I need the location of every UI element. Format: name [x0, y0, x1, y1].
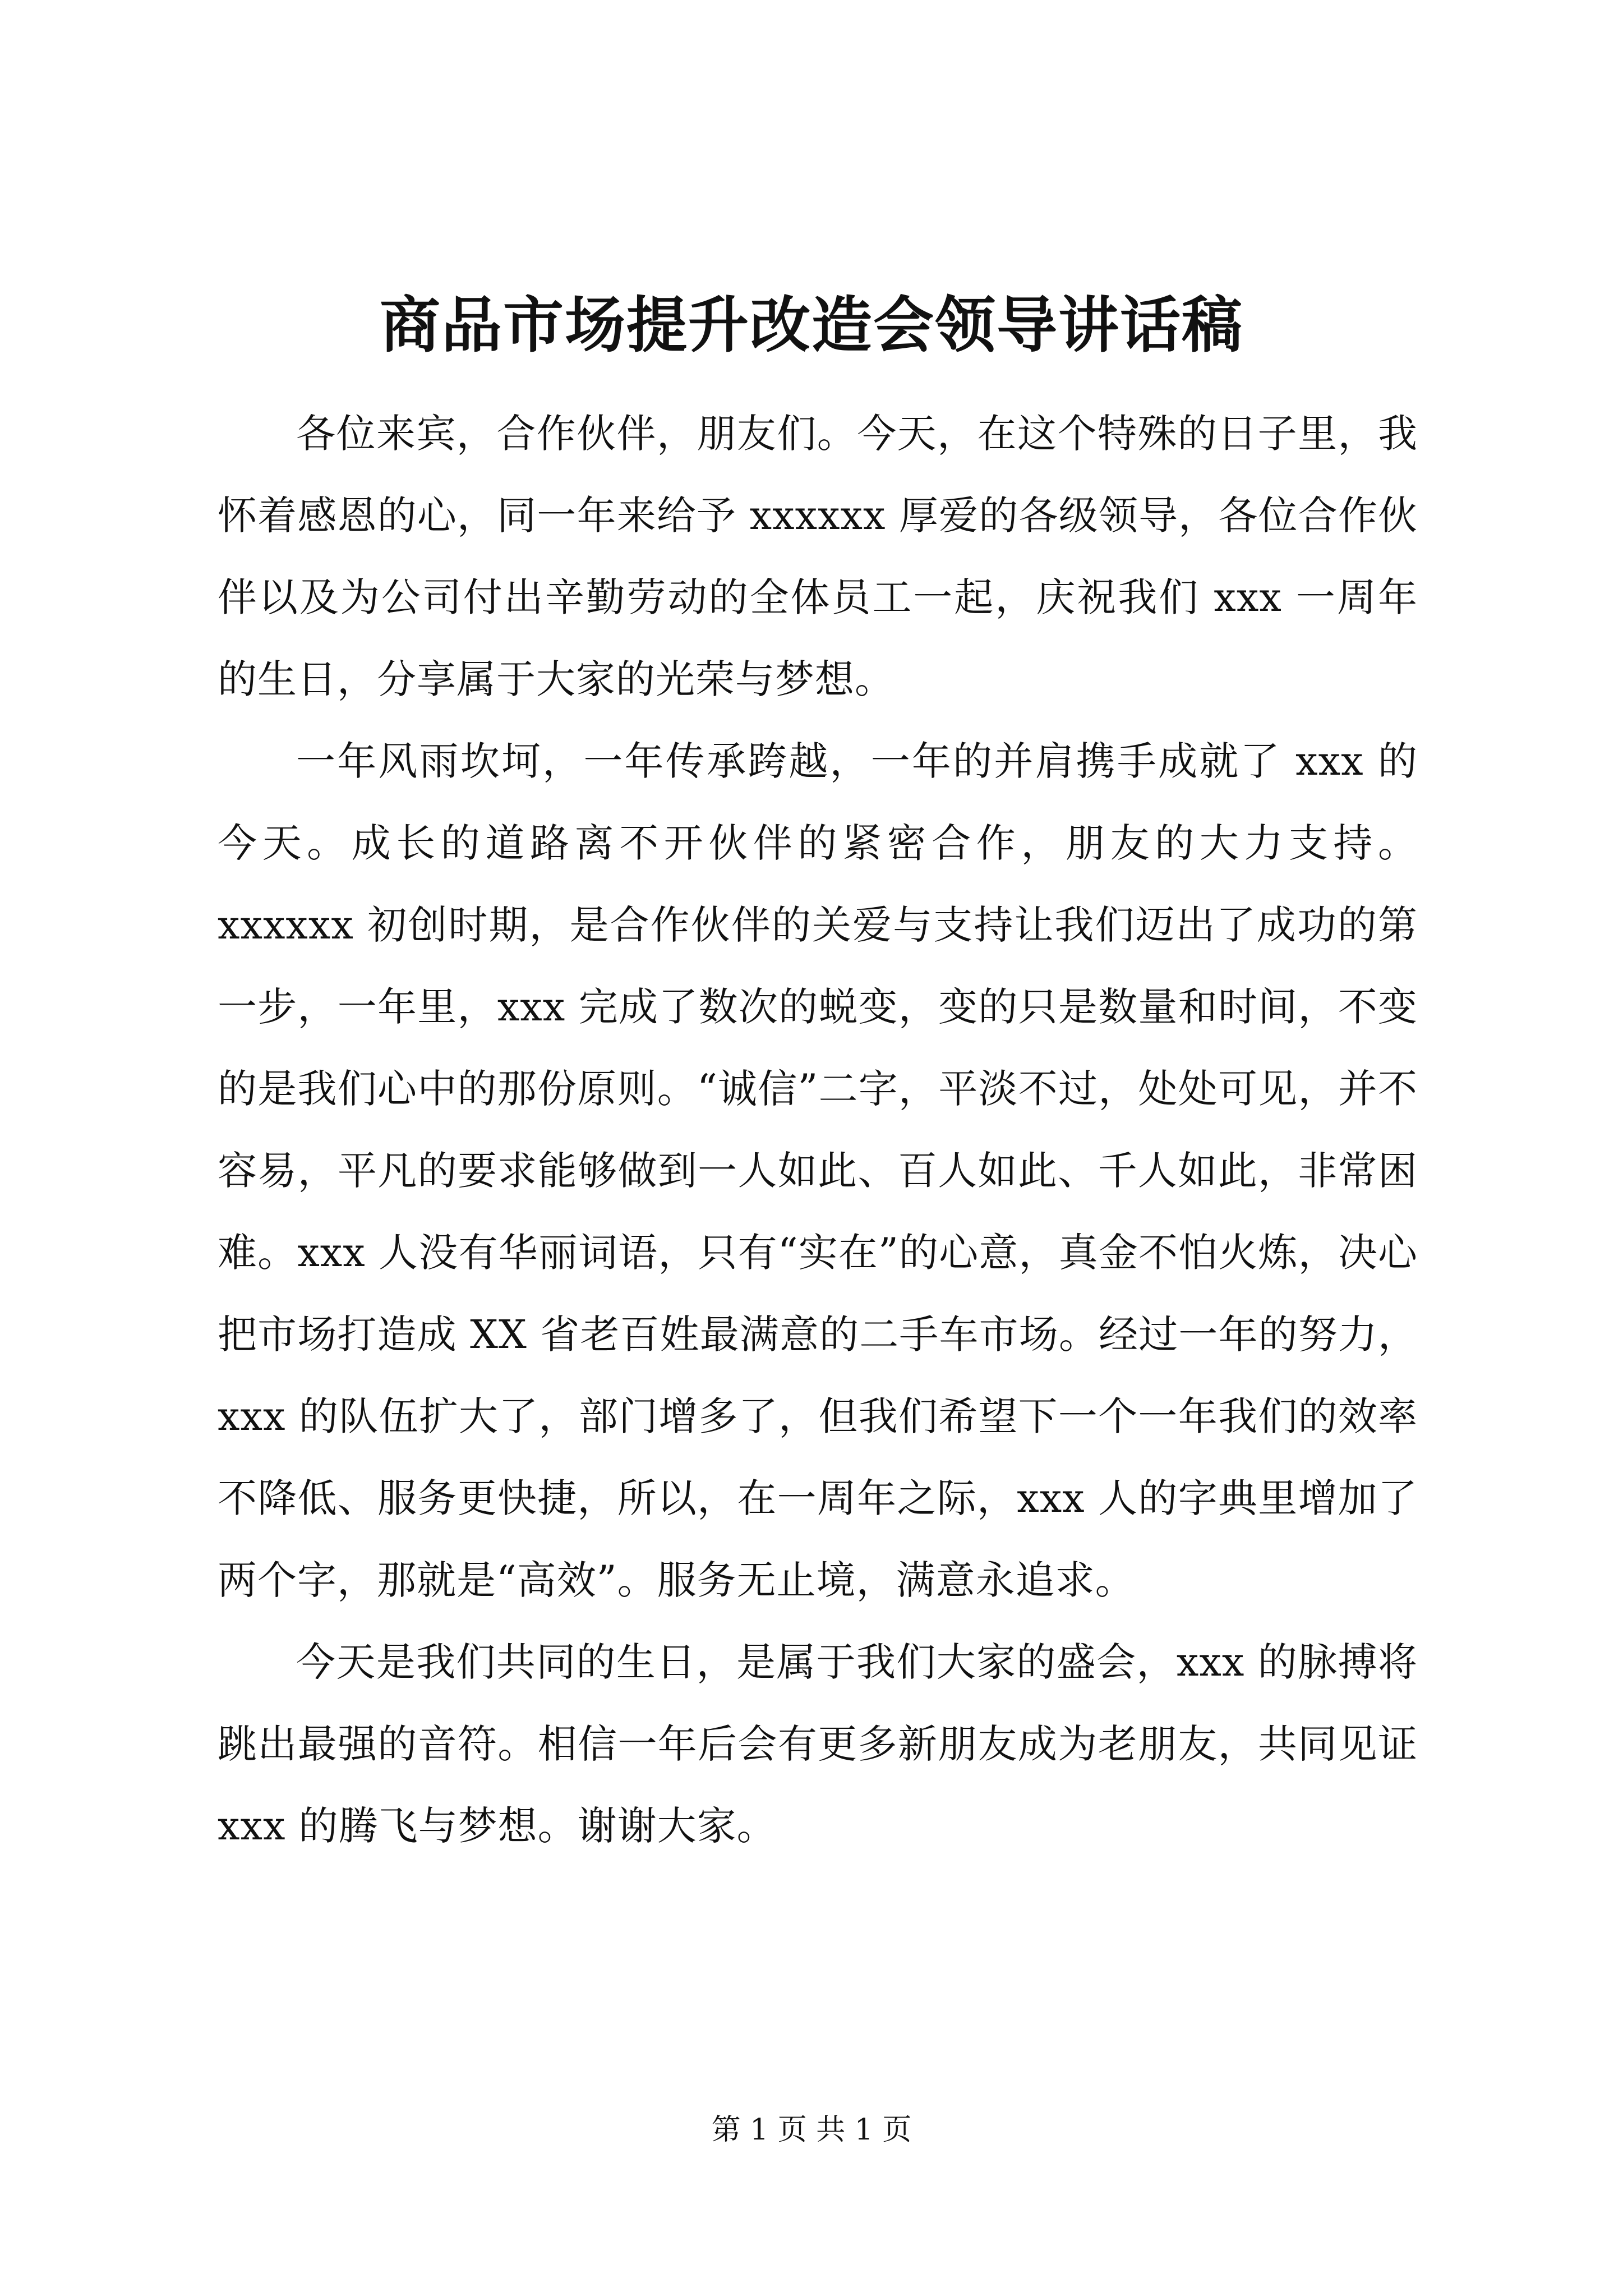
- paragraph-3: 今天是我们共同的生日，是属于我们大家的盛会，xxx 的脉搏将跳出最强的音符。相信一年后会有更多新朋友成为老朋友，共同见证 xxx 的腾飞与梦想。谢谢大家。: [218, 1639, 1418, 1849]
- page-footer: 第 1 页 共 1 页: [711, 2113, 912, 2147]
- paragraph-2: 一年风雨坎坷，一年传承跨越，一年的并肩携手成就了 xxx 的今天。成长的道路离不开伙伴的紧密合作，朋友的大力支持。xxxxxx 初创时期，是合作伙伴的关爱与支持让我们迈出了成功的第一步，一年里，xxx 完成了数次的蜕变，变的只是数量和时间，不变的是我们心中的那份原则。“诚信”二字，平淡不过，处处可见，并不容易，平凡的要求能够做到一人如此、百人如此、千人如此，非常困难。xxx 人没有华丽词语，只有“实在”的心意，真金不怕火炼，决心把市场打造成 XX 省老百姓最满意的二手车市场。经过一年的努力，xxx 的队伍扩大了，部门增多了，但我们希望下一个一年我们的效率不降低、服务更快捷，所以，在一周年之际，xxx 人的字典里增加了两个字，那就是“高效”。服务无止境，满意永追求。: [218, 738, 1418, 1603]
- document-title: 商品市场提升改造会领导讲话稿: [379, 290, 1243, 361]
- paragraph-1: 各位来宾，合作伙伴，朋友们。今天，在这个特殊的日子里，我怀着感恩的心，同一年来给予 xxxxxx 厚爱的各级领导，各位合作伙伴以及为公司付出辛勤劳动的全体员工一起，庆祝我们 xxx 一周年的生日，分享属于大家的光荣与梦想。: [218, 411, 1418, 702]
- document-body: [218, 393, 1418, 1867]
